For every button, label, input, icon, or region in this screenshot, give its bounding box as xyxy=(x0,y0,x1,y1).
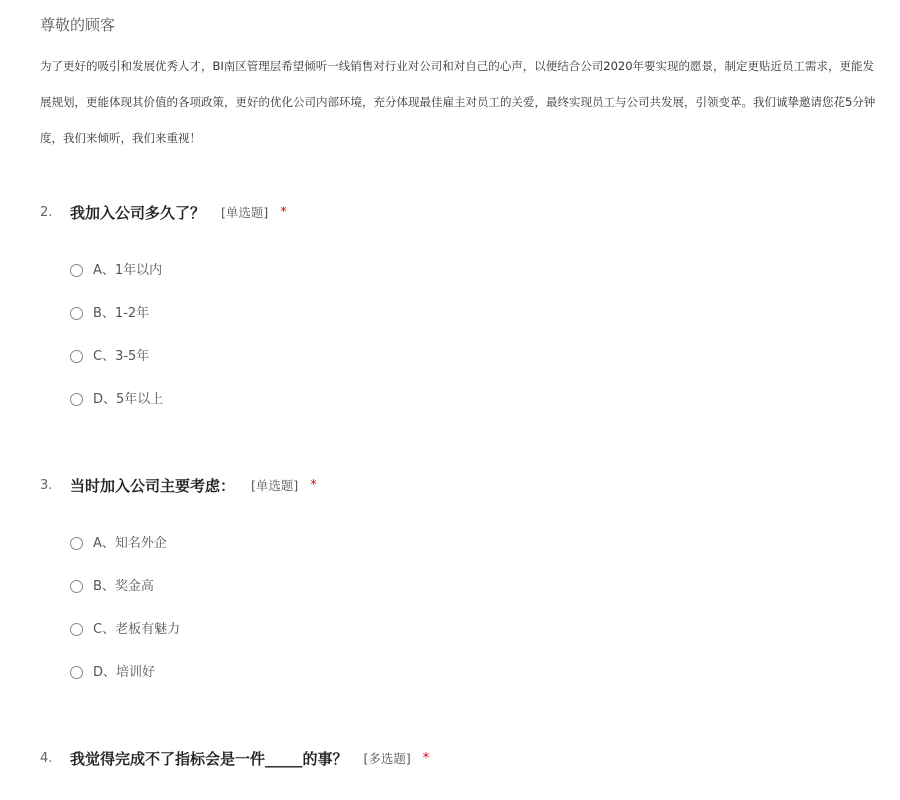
question-header xyxy=(40,746,880,770)
required-marker: * xyxy=(422,750,430,766)
required-marker: * xyxy=(280,204,287,220)
radio-unchecked-icon[interactable] xyxy=(70,580,83,593)
intro-line: 度，我们来倾听，我们来重视！ xyxy=(40,131,201,145)
question-type-label: [单选题] xyxy=(221,205,269,220)
question-header xyxy=(40,473,880,497)
option-b[interactable] xyxy=(70,303,163,346)
intro-line: 展规划，更能体现其价值的各项政策，更好的优化公司内部环境，充分体现最佳雇主对员工的关爱，最终实现员工与公司共发展，引领变革。我们诚挚邀请您花5分钟 xyxy=(40,95,876,109)
option-label: C、3-5年 xyxy=(93,349,150,364)
radio-unchecked-icon[interactable] xyxy=(70,307,83,320)
radio-unchecked-icon[interactable] xyxy=(70,666,83,679)
survey-intro xyxy=(40,55,900,163)
question-2 xyxy=(40,200,880,407)
question-type-label: [单选题] xyxy=(251,478,299,493)
option-b[interactable] xyxy=(70,576,180,619)
option-label: B、1-2年 xyxy=(93,306,150,321)
question-title: 我加入公司多久了？ xyxy=(70,203,206,222)
radio-unchecked-icon[interactable] xyxy=(70,537,83,550)
option-c[interactable] xyxy=(70,346,163,389)
option-a[interactable] xyxy=(70,533,180,576)
option-d[interactable] xyxy=(70,389,163,432)
option-label: D、5年以上 xyxy=(93,392,164,407)
intro-line: 为了更好的吸引和发展优秀人才，BI南区管理层希望倾听一线销售对行业对公司和对自己的心声，以便结合公司2020年要实现的愿景，制定更贴近员工需求，更能发 xyxy=(40,59,875,73)
option-c[interactable] xyxy=(70,619,180,662)
question-number: 3. xyxy=(40,477,53,493)
option-label: C、老板有魅力 xyxy=(93,622,181,637)
question-title: 当时加入公司主要考虑： xyxy=(70,476,236,495)
question-title: 我觉得完成不了指标会是一件_____的事？ xyxy=(70,749,348,768)
option-label: A、1年以内 xyxy=(93,263,163,278)
option-d[interactable] xyxy=(70,662,180,705)
required-marker: * xyxy=(310,477,317,493)
option-a[interactable] xyxy=(70,260,163,303)
option-label: D、培训好 xyxy=(93,665,156,680)
radio-unchecked-icon[interactable] xyxy=(70,350,83,363)
option-list xyxy=(70,260,163,432)
radio-unchecked-icon[interactable] xyxy=(70,264,83,277)
radio-unchecked-icon[interactable] xyxy=(70,623,83,636)
radio-unchecked-icon[interactable] xyxy=(70,393,83,406)
question-number: 2. xyxy=(40,204,53,220)
question-4 xyxy=(40,746,880,770)
option-list xyxy=(70,533,180,705)
option-label: B、奖金高 xyxy=(93,579,154,594)
question-type-label: [多选题] xyxy=(363,751,411,766)
question-3 xyxy=(40,473,880,680)
question-number: 4. xyxy=(40,750,53,766)
survey-greeting: 尊敬的顾客 xyxy=(40,16,116,34)
question-header xyxy=(40,200,880,224)
option-label: A、知名外企 xyxy=(93,536,167,551)
